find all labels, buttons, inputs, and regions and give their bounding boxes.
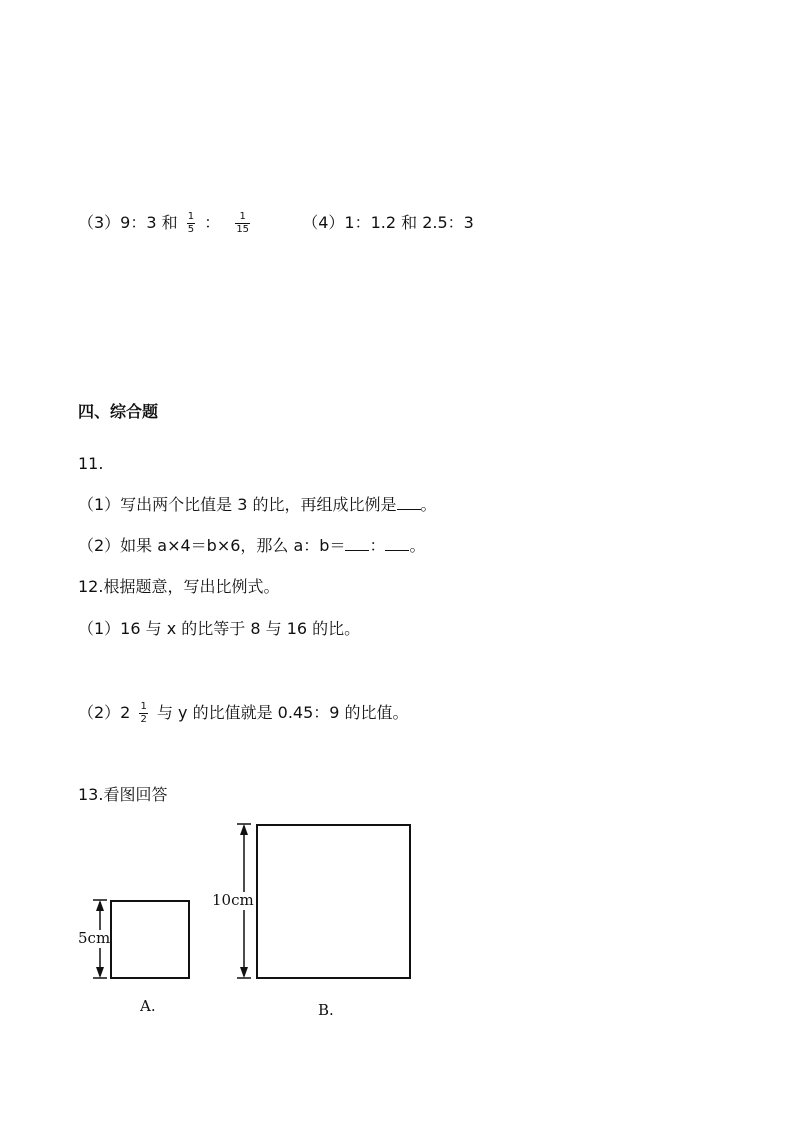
q11-number: 11. [78,454,104,473]
q12-sub1: （1）16 与 x 的比等于 8 与 16 的比。 [78,619,361,638]
arrow-up-icon [96,900,104,911]
q11-sub1: （1）写出两个比值是 3 的比，再组成比例是 。 [78,495,437,514]
section-heading: 四、综合题 [78,402,159,421]
item3-text: （3）9：3 和 [78,213,178,232]
square-b [257,825,410,978]
square-a-label: A. [140,997,156,1015]
item4-text: （4）1：1.2 和 2.5：3 [302,213,474,232]
square-b-dimension: 10cm [212,891,254,909]
arrow-up-icon [240,824,248,835]
square-b-label: B. [318,1001,334,1019]
fraction-one-fifteenth: $\frac{1}{15}$ [236,211,250,235]
q12-title: 12.根据题意，写出比例式。 [78,577,280,596]
q11-sub2: （2）如果 a×4＝b×6，那么 a：b＝ ： 。 [78,536,426,555]
q13-title: 13.看图回答 [78,785,168,804]
square-a [111,901,189,978]
item3-colon: ： [204,213,221,232]
arrow-down-icon [240,967,248,978]
square-a-dimension: 5cm [78,929,111,947]
q12-sub2: （2）2 $\frac{1}{2}$ 与 y 的比值就是 0.45：9 的比值。 [78,701,409,725]
fraction-one-half: $\frac{1}{2}$ [140,701,147,725]
fraction-one-fifth: $\frac{1}{5}$ [187,211,195,235]
arrow-down-icon [96,967,104,978]
